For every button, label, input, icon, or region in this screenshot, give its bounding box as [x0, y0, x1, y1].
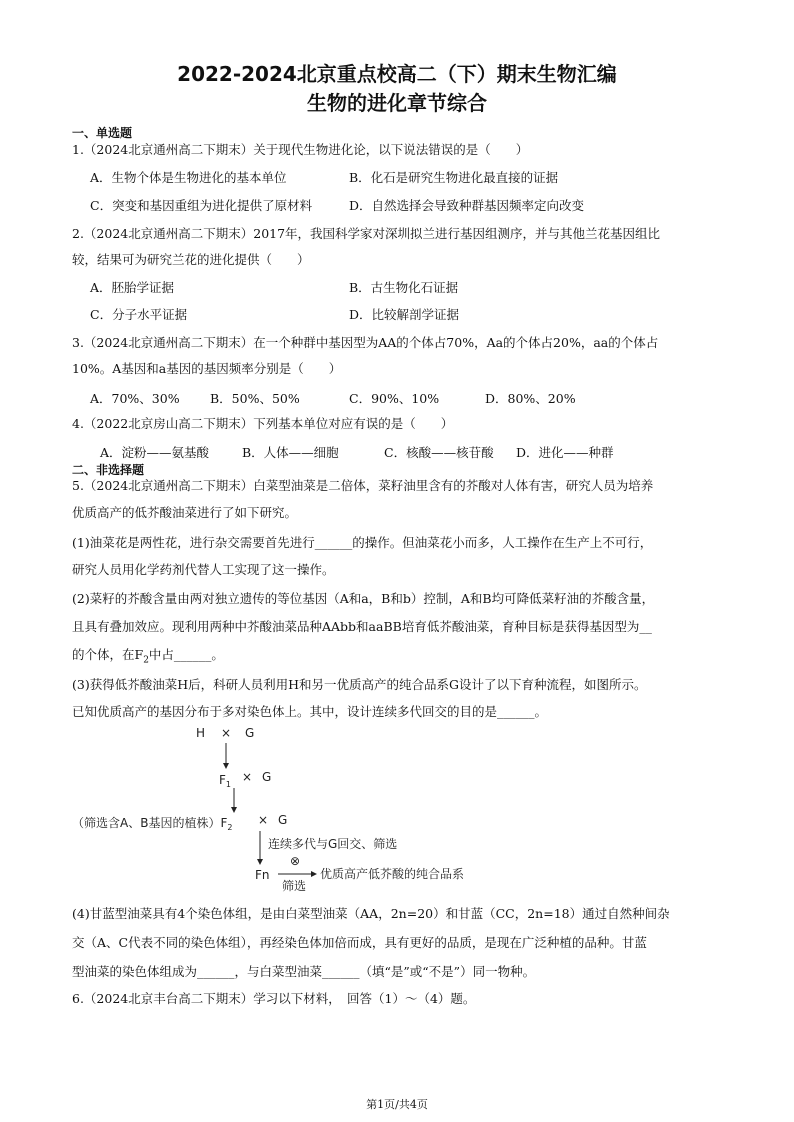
- diagram-fn: Fn: [255, 868, 270, 882]
- question-5-part1-line1: (1)油菜花是两性花，进行杂交需要首先进行______的操作。但油菜花小而多，人工操作在生产上不可行，: [72, 535, 653, 550]
- question-3-option-c: C．90%、10%: [349, 391, 440, 406]
- question-3-option-a: A．70%、30%: [90, 391, 180, 406]
- question-5-part1-line2: 研究人员用化学药剂代替人工实现了这一操作。: [72, 562, 335, 577]
- question-1-option-b: B．化石是研究生物进化最直接的证据: [349, 170, 559, 185]
- question-2-stem-line2: 较，结果可为研究兰花的进化提供（ ）: [72, 252, 310, 267]
- question-4-option-a: A．淀粉——氨基酸: [100, 445, 210, 460]
- diagram-f2-select: （筛选含A、B基因的植株）$F_2$: [72, 816, 233, 832]
- section-heading-single-choice: 一、单选题: [72, 126, 133, 140]
- question-3-stem-line2: 10%。A基因和a基因的基因频率分别是（ ）: [72, 361, 342, 376]
- diagram-screen-label: 筛选: [282, 879, 307, 893]
- question-5-part2-line2: 且具有叠加效应。现利用两种中芥酸油菜品种AAbb和aaBB培育低芥酸油菜，育种目标是获得基因型为__: [72, 619, 652, 634]
- question-1-stem: 1.（2024北京通州高二下期末）关于现代生物进化论，以下说法错误的是（ ）: [72, 142, 529, 157]
- question-4-stem: 4.（2022北京房山高二下期末）下列基本单位对应有误的是（ ）: [72, 416, 454, 431]
- question-3-stem-line1: 3.（2024北京通州高二下期末）在一个种群中基因型为AA的个体占70%，Aa的个体占20%，aa的个体占: [72, 335, 659, 350]
- page-footer: 第1页/共4页: [366, 1098, 428, 1111]
- question-3-option-d: D．80%、20%: [485, 391, 576, 406]
- diagram-g-2: G: [262, 770, 272, 784]
- diagram-cross-3: ×: [258, 813, 269, 827]
- question-5-stem-line2: 优质高产的低芥酸油菜进行了如下研究。: [72, 505, 298, 520]
- question-2-stem-line1: 2.（2024北京通州高二下期末）2017年，我国科学家对深圳拟兰进行基因组测序，并与其他兰花基因组比: [72, 226, 661, 241]
- question-5-part2-line3: 的个体，在$F_2$中占______。: [72, 647, 224, 666]
- question-5-part3-line1: (3)获得低芥酸油菜H后，科研人员利用H和另一优质高产的纯合品系G设计了以下育种流程，如图所示。: [72, 677, 647, 692]
- page-subtitle: 生物的进化章节综合: [307, 91, 487, 115]
- question-2-option-d: D．比较解剖学证据: [349, 307, 460, 322]
- question-1-option-d: D．自然选择会导致种群基因频率定向改变: [349, 198, 585, 213]
- diagram-g-1: G: [245, 726, 255, 740]
- question-2-option-a: A．胚胎学证据: [90, 280, 175, 295]
- diagram-f1: $F_1$: [219, 773, 231, 789]
- diagram-cross-1: ×: [221, 726, 232, 740]
- question-5-part2-line1: (2)菜籽的芥酸含量由两对独立遗传的等位基因（A和a，B和b）控制，A和B均可降低菜籽油的芥酸含量，: [72, 591, 655, 606]
- diagram-cross-2: ×: [242, 770, 253, 784]
- question-2-option-c: C．分子水平证据: [90, 307, 188, 322]
- page-title: 2022-2024北京重点校高二（下）期末生物汇编: [177, 62, 617, 86]
- question-2-option-b: B．古生物化石证据: [349, 280, 459, 295]
- question-1-option-a: A．生物个体是生物进化的基本单位: [90, 170, 287, 185]
- section-heading-non-choice: 二、非选择题: [72, 463, 145, 477]
- question-4-option-c: C．核酸——核苷酸: [384, 445, 494, 460]
- question-1-option-c: C．突变和基因重组为进化提供了原材料: [90, 198, 313, 213]
- question-5-part4-line2: 交（A、C代表不同的染色体组），再经染色体加倍而成，具有更好的品质，是现在广泛种植的品种。甘蓝: [72, 935, 647, 950]
- question-4-option-d: D．进化——种群: [516, 445, 614, 460]
- question-6-stem: 6.（2024北京丰台高二下期末）学习以下材料， 回答（1）～（4）题。: [72, 991, 476, 1006]
- diagram-result: 优质高产低芥酸的纯合品系: [320, 867, 465, 881]
- question-5-stem-line1: 5.（2024北京通州高二下期末）白菜型油菜是二倍体，菜籽油里含有的芥酸对人体有害，研究人员为培养: [72, 478, 654, 493]
- question-5-part4-line3: 型油菜的染色体组成为______，与白菜型油菜______（填“是”或“不是”）同一物种。: [72, 964, 536, 979]
- diagram-h: H: [196, 726, 206, 740]
- question-5-part4-line1: (4)甘蓝型油菜具有4个染色体组，是由白菜型油菜（AA，2n=20）和甘蓝（CC，2n=18）通过自然种间杂: [72, 906, 670, 921]
- breeding-flow-diagram: [72, 724, 532, 894]
- diagram-backcross-label: 连续多代与G回交、筛选: [268, 837, 398, 851]
- question-4-option-b: B．人体——细胞: [242, 445, 339, 460]
- diagram-selfing-symbol: ⊗: [290, 854, 301, 868]
- question-5-part3-line2: 已知优质高产的基因分布于多对染色体上。其中，设计连续多代回交的目的是______。: [72, 704, 548, 719]
- diagram-g-3: G: [278, 813, 288, 827]
- question-3-option-b: B．50%、50%: [210, 391, 300, 406]
